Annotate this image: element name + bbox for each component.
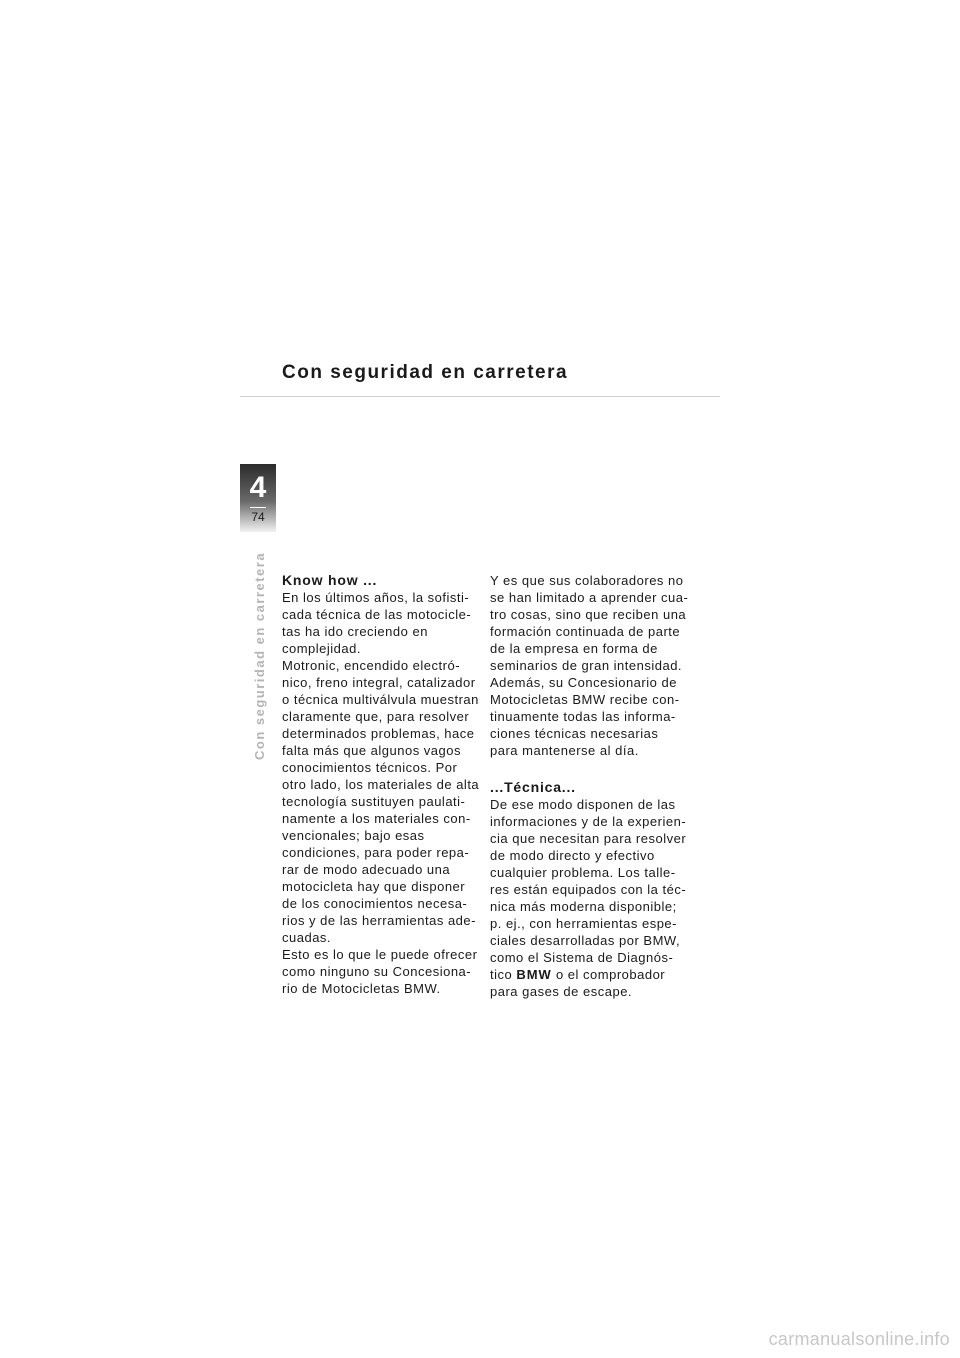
chapter-number: 4	[249, 471, 267, 504]
body-line: Motronic, encendido electró-	[282, 658, 461, 673]
left-column-body	[282, 589, 482, 997]
body-line: tro cosas, sino que reciben una	[490, 607, 687, 622]
body-line: nico, freno integral, catalizador	[282, 675, 476, 690]
body-line: falta más que algunos vagos	[282, 743, 461, 758]
body-line: p. ej., con herramientas espe-	[490, 916, 677, 931]
body-line: claramente que, para resolver	[282, 709, 470, 724]
body-line: conocimientos técnicos. Por	[282, 760, 458, 775]
body-line: tinuamente todas las informa-	[490, 709, 676, 724]
section-heading-tecnica: ...Técnica...	[490, 779, 576, 795]
body-line: formación continuada de parte	[490, 624, 681, 639]
body-line: tas ha ido creciendo en	[282, 624, 428, 639]
brand-name: BMW	[516, 967, 552, 982]
page-number: 74	[251, 510, 265, 524]
body-line: ciales desarrolladas por BMW,	[490, 933, 681, 948]
body-line: otro lado, los materiales de alta	[282, 777, 480, 792]
chapter-tab	[240, 464, 276, 532]
right-column-body-1	[490, 572, 690, 759]
body-line: res están equipados con la téc-	[490, 882, 687, 897]
body-line: nica más moderna disponible;	[490, 899, 677, 914]
body-line: Esto es lo que le puede ofrecer	[282, 947, 478, 962]
body-line: como el Sistema de Diagnós-	[490, 950, 674, 965]
body-line: rio de Motocicletas BMW.	[282, 981, 441, 996]
body-line: se han limitado a aprender cua-	[490, 590, 689, 605]
body-line: de los conocimientos necesa-	[282, 896, 468, 911]
body-line: cia que necesitan para resolver	[490, 831, 687, 846]
body-line: rios y de las herramientas ade-	[282, 913, 476, 928]
body-line: Además, su Concesionario de	[490, 675, 677, 690]
body-line: informaciones y de la experien-	[490, 814, 687, 829]
body-line: De ese modo disponen de las	[490, 797, 676, 812]
body-line: para mantenerse al día.	[490, 743, 639, 758]
left-column	[282, 572, 482, 997]
brand-prefix: tico	[490, 967, 517, 982]
body-line: de modo directo y efectivo	[490, 848, 655, 863]
body-line: tecnología sustituyen paulati-	[282, 794, 466, 809]
right-column	[490, 572, 690, 1000]
body-line: de la empresa en forma de	[490, 641, 658, 656]
chapter-divider	[250, 507, 266, 508]
title-divider	[240, 396, 720, 397]
side-chapter-title: Con seguridad en carretera	[252, 551, 267, 760]
body-line: condiciones, para poder repa-	[282, 845, 470, 860]
body-line: namente a los materiales con-	[282, 811, 471, 826]
body-line: cuadas.	[282, 930, 332, 945]
body-line-brand	[490, 966, 690, 983]
body-line: como ninguno su Concesiona-	[282, 964, 472, 979]
body-line: Motocicletas BMW recibe con-	[490, 692, 680, 707]
watermark: carmanualsonline.info	[768, 1329, 950, 1349]
section-heading-know-how: Know how ...	[282, 572, 378, 588]
body-line: ciones técnicas necesarias	[490, 726, 659, 741]
body-line: Y es que sus colaboradores no	[490, 573, 684, 588]
body-line: motocicleta hay que disponer	[282, 879, 466, 894]
body-line: complejidad.	[282, 641, 361, 656]
body-line: En los últimos años, la sofisti-	[282, 590, 470, 605]
right-column-body-2	[490, 796, 690, 966]
brand-suffix: o el comprobador	[551, 967, 666, 982]
body-line: seminarios de gran intensidad.	[490, 658, 683, 673]
body-line: cada técnica de las motocicle-	[282, 607, 472, 622]
body-line: rar de modo adecuado una	[282, 862, 451, 877]
body-line: determinados problemas, hace	[282, 726, 475, 741]
body-line: vencionales; bajo esas	[282, 828, 425, 843]
body-line: para gases de escape.	[490, 984, 633, 999]
body-line: cualquier problema. Los talle-	[490, 865, 676, 880]
body-line: o técnica multiválvula muestran	[282, 692, 479, 707]
page-title: Con seguridad en carretera	[282, 362, 569, 383]
